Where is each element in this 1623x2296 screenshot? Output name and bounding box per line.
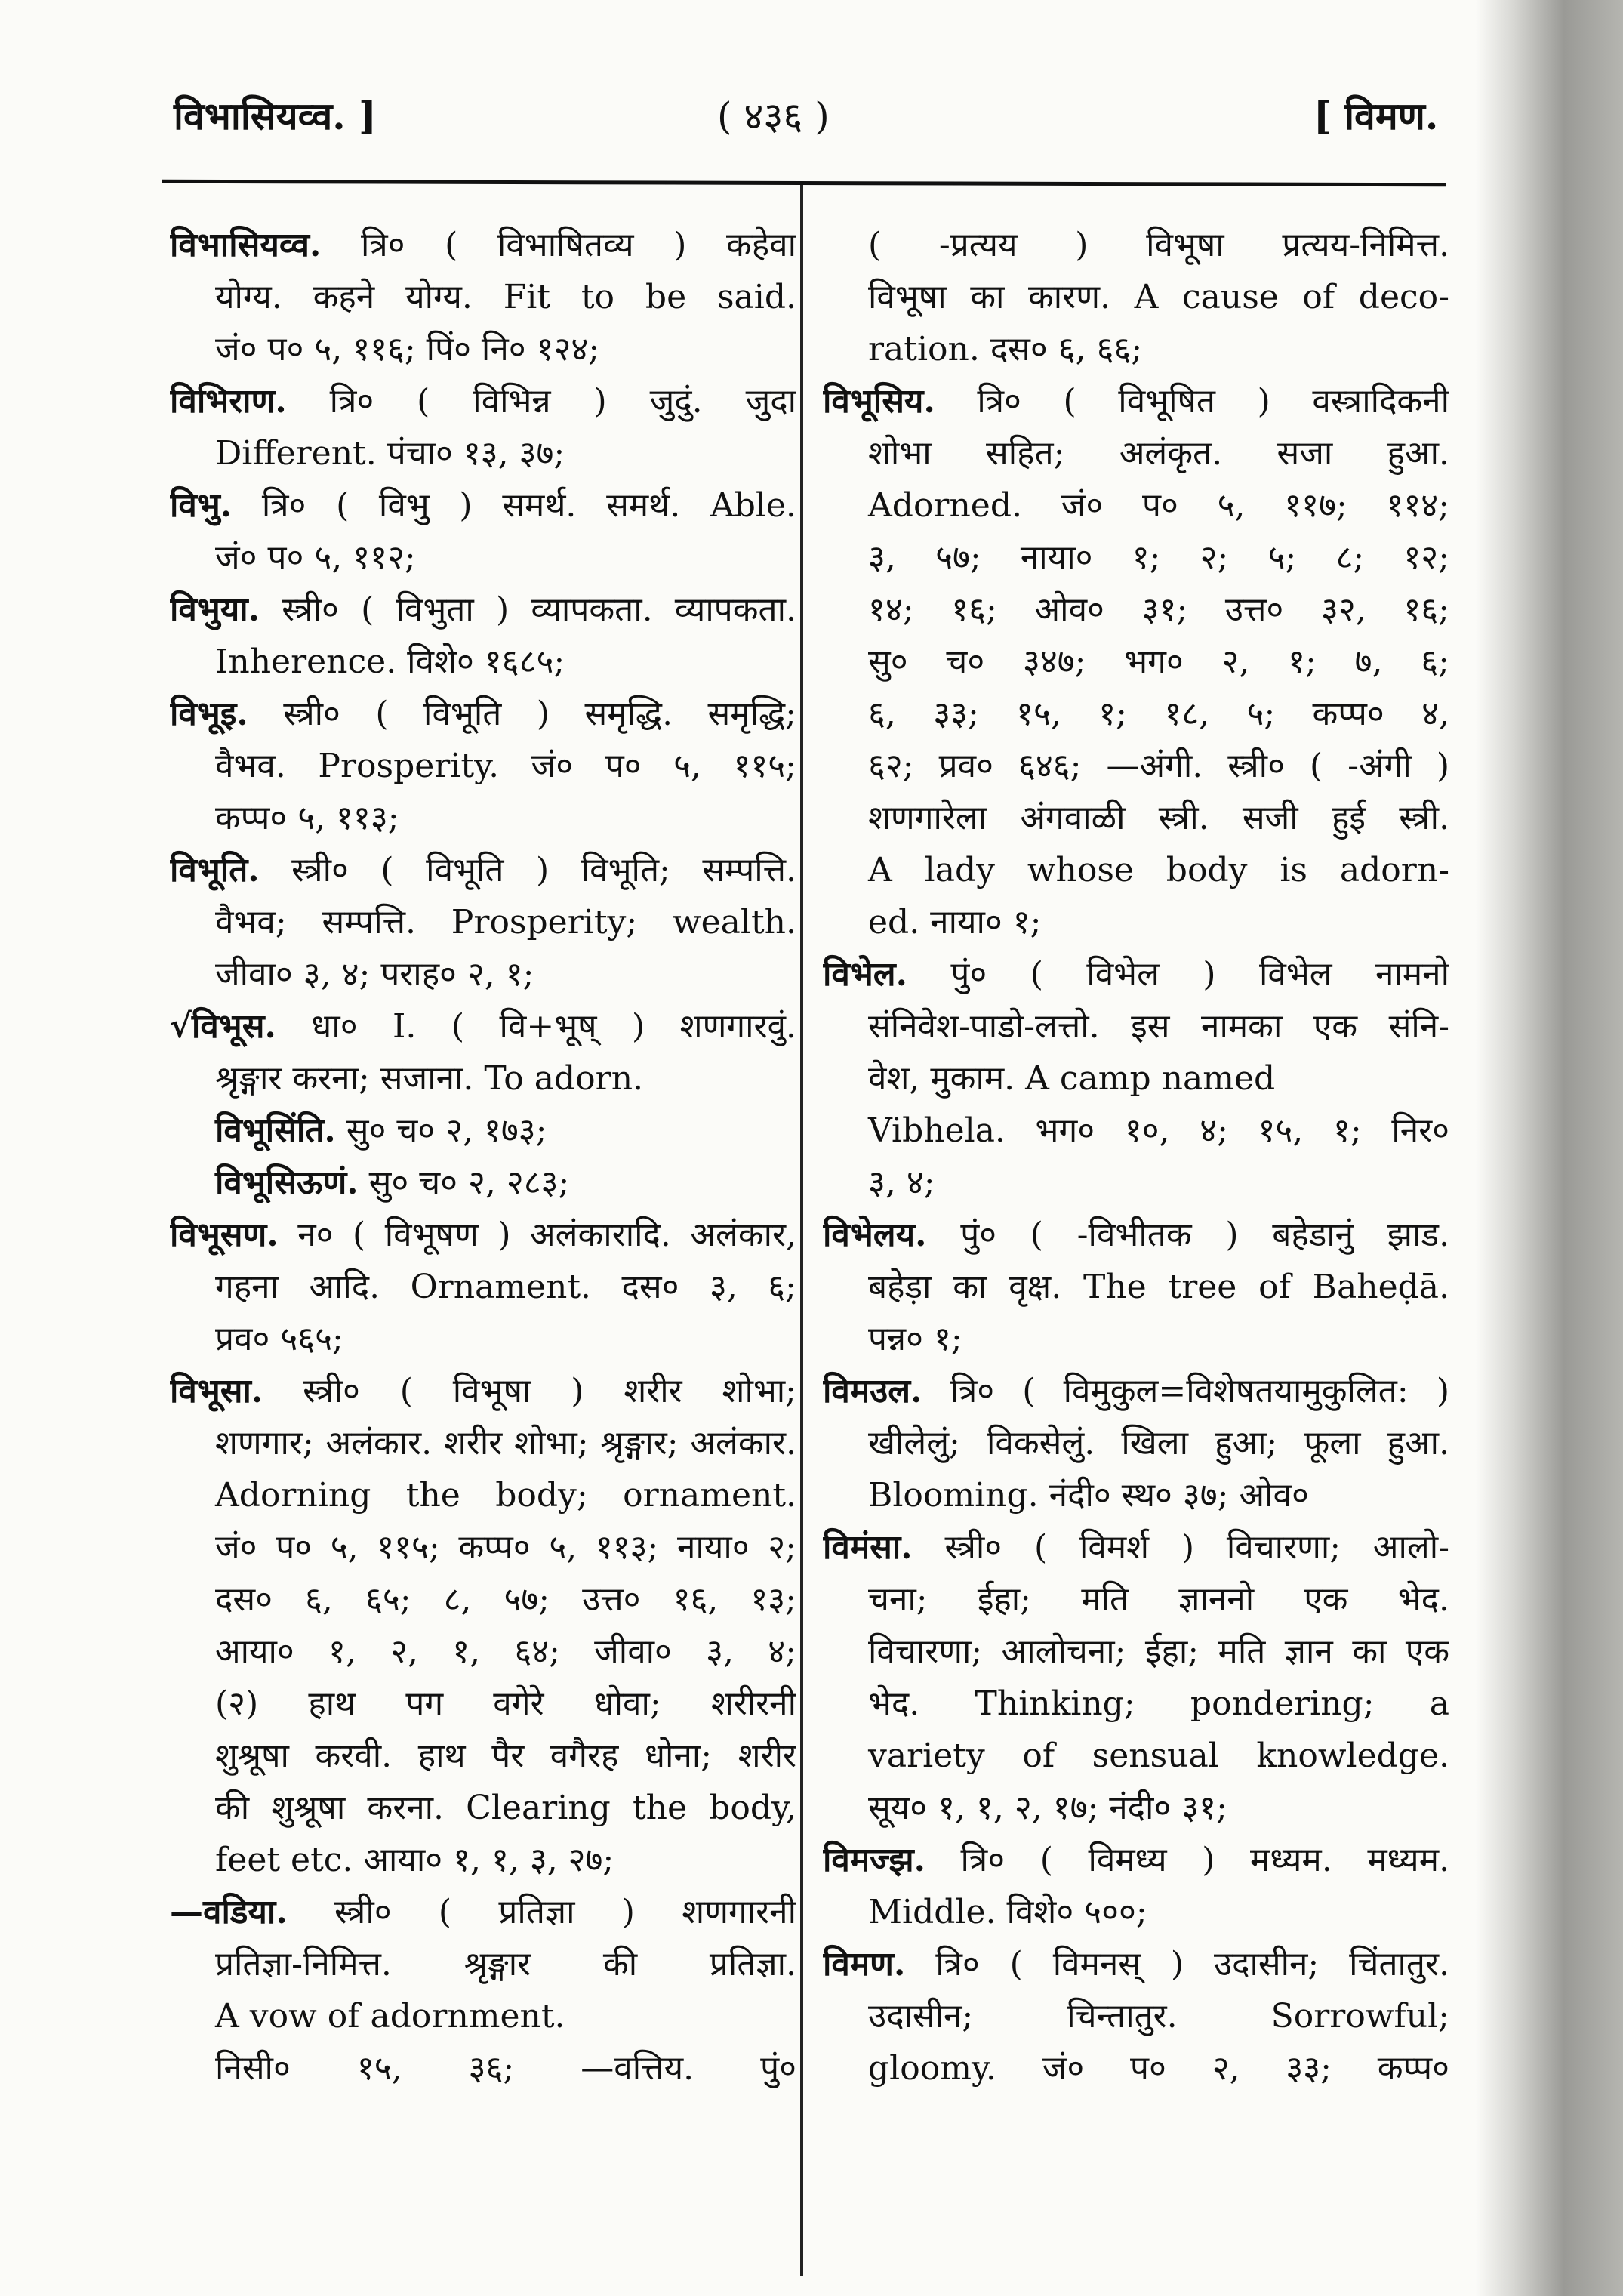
entry-text: बहेड़ा का वृक्ष. The tree of Baheḍā. <box>868 1268 1449 1306</box>
dictionary-entry-line <box>170 219 796 271</box>
entry-continuation-line <box>823 1678 1449 1730</box>
entry-text: स्त्री० ( विभूषा ) शरीर शोभा; <box>263 1372 796 1410</box>
right-column <box>823 219 1449 2094</box>
entry-continuation-line <box>170 427 796 479</box>
dictionary-entry-line <box>170 1105 796 1157</box>
entry-text: जं० प० ५, ११५; कप्प० ५, ११३; नाया० २; <box>215 1528 796 1567</box>
entry-text: स्त्री० ( विभूति ) समृद्धि. समृद्धि; <box>248 695 796 733</box>
entry-continuation-line <box>170 1834 796 1886</box>
entry-text: त्रि० ( विभिन्न ) जुदुं. जुदा <box>286 382 796 421</box>
entry-continuation-line <box>170 1469 796 1521</box>
entry-text: सूय० १, १, २, १७; नंदी० ३१; <box>868 1789 1227 1827</box>
entry-text: जीवा० ३, ४; पराह० २, १; <box>215 955 534 994</box>
entry-continuation-line <box>823 688 1449 740</box>
headword: विमउल. <box>823 1372 922 1410</box>
entry-continuation-line <box>823 584 1449 636</box>
dictionary-entry-line <box>823 375 1449 427</box>
entry-text: ed. नाया० १; <box>868 903 1042 942</box>
entry-text: ३, ५७; नाया० १; २; ५; ८; १२; <box>868 538 1449 577</box>
scan-edge-shadow <box>1476 0 1623 2296</box>
entry-text: उदासीन; चिन्तातुर. Sorrowful; <box>868 1997 1449 2036</box>
headword: विभिराण. <box>170 382 287 421</box>
entry-text: धा० I. ( वि+भूष् ) शणगारवुं. <box>276 1007 796 1046</box>
entry-text: Blooming. नंदी० स्थ० ३७; ओव० <box>868 1476 1309 1515</box>
entry-continuation-line <box>823 479 1449 532</box>
dictionary-entry-line <box>170 1365 796 1417</box>
entry-text: त्रि० ( विमध्य ) मध्यम. मध्यम. <box>925 1841 1449 1879</box>
entry-text: gloomy. जं० प० २, ३३; कप्प० <box>868 2049 1449 2088</box>
entry-continuation-line <box>823 1261 1449 1313</box>
dictionary-entry-line <box>170 375 796 427</box>
headword: विभेलय. <box>823 1216 927 1254</box>
dictionary-entry-line <box>170 688 796 740</box>
entry-text: खीलेलुं; विकसेलुं. खिला हुआ; फूला हुआ. <box>868 1424 1449 1462</box>
headword: विभूसिय. <box>823 382 935 421</box>
headword: विमण. <box>823 1945 906 1983</box>
dictionary-entry-line <box>823 1521 1449 1573</box>
entry-text: की शुश्रूषा करना. Clearing the body, <box>215 1789 796 1827</box>
entry-continuation-line <box>823 427 1449 479</box>
headword: विभूइ. <box>170 695 248 733</box>
headword: विभूति. <box>170 851 260 889</box>
entry-text: विभूषा का कारण. A cause of deco- <box>868 278 1449 316</box>
entry-text: शुश्रूषा करवी. हाथ पैर वगैरह धोना; शरीर <box>215 1737 796 1775</box>
dictionary-entry-line <box>170 584 796 636</box>
dictionary-entry-line <box>170 1886 796 1938</box>
entry-text: त्रि० ( विमुकुल=विशेषतयामुकुलित: ) <box>922 1372 1449 1410</box>
entry-text: variety of sensual knowledge. <box>868 1737 1449 1775</box>
dictionary-entry-line <box>823 1209 1449 1261</box>
entry-text: पुं० ( -विभीतक ) बहेडानुं झाड. <box>926 1216 1449 1254</box>
dictionary-entry-line <box>823 1938 1449 1990</box>
entry-text: विचारणा; आलोचना; ईहा; मति ज्ञान का एक <box>868 1632 1449 1671</box>
entry-continuation-line <box>823 2042 1449 2094</box>
dictionary-entry-line <box>823 1834 1449 1886</box>
entry-continuation-line <box>823 896 1449 948</box>
entry-continuation-line <box>823 792 1449 844</box>
entry-text: feet etc. आया० १, १, ३, २७; <box>215 1841 614 1879</box>
entry-text: न० ( विभूषण ) अलंकारादि. अलंकार, <box>278 1216 796 1254</box>
entry-continuation-line <box>823 1886 1449 1938</box>
entry-continuation-line <box>823 636 1449 688</box>
entry-text: Vibhela. भग० १०, ४; १५, १; निर० <box>868 1111 1449 1150</box>
entry-text: योग्य. कहने योग्य. Fit to be said. <box>215 278 796 316</box>
entry-continuation-line <box>823 740 1449 792</box>
headword: विभूसण. <box>170 1216 279 1254</box>
entry-text: सु० च० २, २८३; <box>358 1163 570 1202</box>
entry-continuation-line <box>823 1990 1449 2042</box>
entry-text: ३, ४; <box>868 1163 935 1202</box>
dictionary-entry-line <box>170 1157 796 1209</box>
headword: विभुया. <box>170 590 260 629</box>
entry-continuation-line <box>170 1730 796 1782</box>
dictionary-entry-line <box>170 1209 796 1261</box>
entry-text: सु० च० ३४७; भग० २, १; ७, ६; <box>868 643 1449 681</box>
entry-text: त्रि० ( विभूषित ) वस्त्रादिकनी <box>935 382 1449 421</box>
entry-text: आया० १, २, १, ६४; जीवा० ३, ४; <box>215 1632 796 1671</box>
entry-continuation-line <box>823 1730 1449 1782</box>
entry-continuation-line <box>823 219 1449 271</box>
entry-continuation-line <box>823 532 1449 584</box>
left-column <box>170 219 796 2094</box>
headword: विभूसिंति. <box>215 1111 336 1150</box>
entry-continuation-line <box>823 1573 1449 1626</box>
entry-text: स्त्री० ( विभूति ) विभूति; सम्पत्ति. <box>259 851 796 889</box>
entry-continuation-line <box>823 1052 1449 1105</box>
header-rule <box>162 180 1446 186</box>
dictionary-entry-line <box>170 844 796 896</box>
entry-text: शोभा सहित; अलंकृत. सजा हुआ. <box>868 434 1449 473</box>
headword: विभूसिऊणं. <box>215 1163 359 1202</box>
entry-text: स्त्री० ( विभुता ) व्यापकता. व्यापकता. <box>260 590 796 629</box>
entry-text: पन्न० १; <box>868 1320 962 1358</box>
headword: विभूसा. <box>170 1372 263 1410</box>
entry-text: सु० च० २, १७३; <box>335 1111 547 1150</box>
entry-continuation-line <box>823 1782 1449 1834</box>
entry-continuation-line <box>170 1678 796 1730</box>
headword: विमंसा. <box>823 1528 913 1567</box>
entry-text: Middle. विशे० ५००; <box>868 1893 1147 1931</box>
entry-continuation-line <box>170 1782 796 1834</box>
entry-text: वेश, मुकाम. A camp named <box>868 1059 1276 1098</box>
entry-text: त्रि० ( विभाषितव्य ) कहेवा <box>321 226 796 264</box>
entry-continuation-line <box>170 2042 796 2094</box>
headword: विभासियव्व. <box>170 226 322 264</box>
entry-text: निसी० १५, ३६; —वत्तिय. पुं० <box>215 2049 796 2088</box>
headword: √विभूस. <box>170 1007 276 1046</box>
entry-text: ration. दस० ६, ६६; <box>868 330 1143 368</box>
entry-text: स्त्री० ( प्रतिज्ञा ) शणगारनी <box>287 1893 796 1931</box>
entry-continuation-line <box>823 1469 1449 1521</box>
headword: विमज्झ. <box>823 1841 925 1879</box>
entry-text: दस० ६, ६५; ८, ५७; उत्त० १६, १३; <box>215 1580 796 1619</box>
entry-continuation-line <box>170 740 796 792</box>
dictionary-entry-line <box>170 479 796 532</box>
entry-continuation-line <box>170 1626 796 1678</box>
entry-text: वैभव; सम्पत्ति. Prosperity; wealth. <box>215 903 796 942</box>
entry-text: त्रि० ( विभु ) समर्थ. समर्थ. Able. <box>232 486 796 525</box>
entry-text: Adorning the body; ornament. <box>215 1476 796 1515</box>
entry-text: A lady whose body is adorn- <box>868 851 1449 889</box>
entry-continuation-line <box>823 1000 1449 1052</box>
headword: विभु. <box>170 486 233 525</box>
entry-text: शणगारेला अंगवाळी स्त्री. सजी हुई स्त्री. <box>868 799 1449 837</box>
entry-continuation-line <box>170 1990 796 2042</box>
entry-text: जं० प० ५, ११६; पिं० नि० १२४; <box>215 330 600 368</box>
entry-continuation-line <box>170 1938 796 1990</box>
entry-continuation-line <box>170 636 796 688</box>
entry-text: गहना आदि. Ornament. दस० ३, ६; <box>215 1268 796 1306</box>
entry-text: १४; १६; ओव० ३१; उत्त० ३२, १६; <box>868 590 1449 629</box>
entry-continuation-line <box>823 1313 1449 1365</box>
entry-text: जं० प० ५, ११२; <box>215 538 416 577</box>
page-number: ( ४३६ ) <box>717 94 830 138</box>
entry-continuation-line <box>170 1573 796 1626</box>
entry-continuation-line <box>170 1313 796 1365</box>
entry-text: स्त्री० ( विमर्श ) विचारणा; आलो- <box>912 1528 1449 1567</box>
entry-continuation-line <box>170 1261 796 1313</box>
entry-continuation-line <box>823 1157 1449 1209</box>
entry-text: प्रव० ५६५; <box>215 1320 343 1358</box>
entry-continuation-line <box>170 1417 796 1469</box>
entry-text: Inherence. विशे० १६८५; <box>215 643 565 681</box>
entry-text: श्रृङ्गार करना; सजाना. To adorn. <box>215 1059 644 1098</box>
entry-continuation-line <box>823 271 1449 323</box>
running-head-left: विभासियव्व. ] <box>174 94 377 138</box>
running-head-right: [ विमण. <box>1313 94 1439 138</box>
entry-continuation-line <box>823 1105 1449 1157</box>
headword: विभेल. <box>823 955 907 994</box>
entry-continuation-line <box>823 844 1449 896</box>
dictionary-entry-line <box>823 948 1449 1000</box>
entry-text: A vow of adornment. <box>215 1997 565 2036</box>
entry-text: संनिवेश-पाडो-लत्तो. इस नामका एक संनि- <box>868 1007 1449 1046</box>
entry-text: वैभव. Prosperity. जं० प० ५, ११५; <box>215 747 796 785</box>
entry-continuation-line <box>170 323 796 375</box>
entry-continuation-line <box>170 948 796 1000</box>
entry-continuation-line <box>170 271 796 323</box>
entry-text: Adorned. जं० प० ५, ११७; ११४; <box>868 486 1449 525</box>
entry-text: शणगार; अलंकार. शरीर शोभा; श्रृङ्गार; अलंकार. <box>215 1424 796 1462</box>
entry-continuation-line <box>170 792 796 844</box>
entry-text: त्रि० ( विमनस् ) उदासीन; चिंतातुर. <box>905 1945 1449 1983</box>
column-divider <box>800 185 803 2276</box>
headword: —वडिया. <box>170 1893 288 1931</box>
dictionary-entry-line <box>823 1365 1449 1417</box>
entry-text: ६२; प्रव० ६४६; —अंगी. स्त्री० ( -अंगी ) <box>868 747 1449 785</box>
entry-continuation-line <box>823 1626 1449 1678</box>
entry-text: कप्प० ५, ११३; <box>215 799 399 837</box>
entry-continuation-line <box>823 323 1449 375</box>
entry-text: भेद. Thinking; pondering; a <box>868 1684 1449 1723</box>
entry-continuation-line <box>170 896 796 948</box>
entry-continuation-line <box>170 1521 796 1573</box>
entry-text: ( -प्रत्यय ) विभूषा प्रत्यय-निमित्त. <box>868 226 1449 264</box>
entry-text: (२) हाथ पग वगेरे धोवा; शरीरनी <box>215 1684 796 1723</box>
entry-text: चना; ईहा; मति ज्ञाननो एक भेद. <box>868 1580 1449 1619</box>
entry-continuation-line <box>170 532 796 584</box>
entry-text: प्रतिज्ञा-निमित्त. श्रृङ्गार की प्रतिज्ञा. <box>215 1945 796 1983</box>
entry-continuation-line <box>170 1052 796 1105</box>
entry-continuation-line <box>823 1417 1449 1469</box>
entry-text: Different. पंचा० १३, ३७; <box>215 434 565 473</box>
entry-text: पुं० ( विभेल ) विभेल नामनो <box>907 955 1449 994</box>
dictionary-entry-line <box>170 1000 796 1052</box>
entry-text: ६, ३३; १५, १; १८, ५; कप्प० ४, <box>868 695 1449 733</box>
